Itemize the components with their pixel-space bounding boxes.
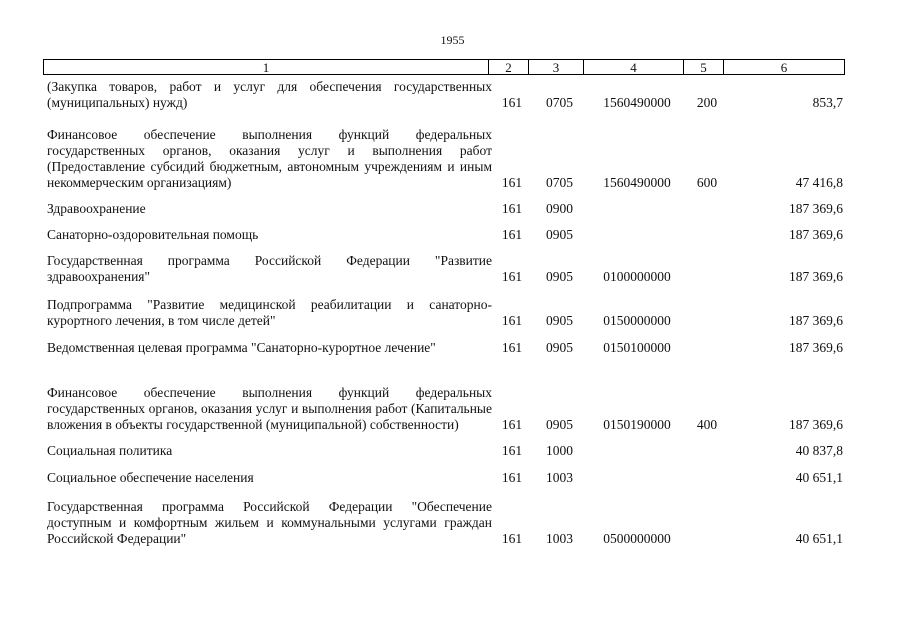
- row-code-expense: 600: [696, 175, 718, 190]
- row-code-ministry: 161: [501, 443, 523, 458]
- row-code-target: 0150100000: [603, 340, 671, 355]
- row-code-section: 0905: [546, 340, 573, 355]
- row-amount: 40 651,1: [795, 470, 843, 485]
- row-code-expense: 400: [696, 417, 718, 432]
- row-code-target: 0150190000: [603, 417, 671, 432]
- row-amount: 40 837,8: [795, 443, 843, 458]
- table-row: [43, 191, 845, 217]
- table-row: [43, 356, 845, 433]
- table-row: [43, 285, 845, 329]
- column-header-5: 5: [684, 60, 724, 75]
- table-row: [43, 329, 845, 356]
- row-amount: 187 369,6: [789, 269, 843, 284]
- row-code-ministry: 161: [501, 340, 523, 355]
- row-code-ministry: 161: [501, 175, 523, 190]
- row-code-ministry: 161: [501, 269, 523, 284]
- column-header-2: 2: [489, 60, 529, 75]
- row-name: Государственная программа Российской Федерации "Развитие здравоохранения": [47, 253, 492, 284]
- row-name: Финансовое обеспечение выполнения функций федеральных государственных органов, оказания услуг и выполнения работ (Капитальные вложения в объекты государственной (муниципальной) собственности): [47, 385, 492, 432]
- table-row: [43, 76, 845, 111]
- row-amount: 187 369,6: [789, 340, 843, 355]
- row-code-target: 0100000000: [603, 269, 671, 284]
- row-code-ministry: 161: [501, 227, 523, 242]
- row-code-section: 1003: [546, 531, 573, 546]
- row-name: Государственная программа Российской Федерации "Обеспечение доступным и комфортным жильем и коммунальными услугами граждан Российской Федерации": [47, 499, 492, 546]
- row-name: Социальное обеспечение населения: [47, 470, 254, 485]
- row-code-section: 0905: [546, 269, 573, 284]
- row-name: Ведомственная целевая программа "Санаторно-курортное лечение": [47, 340, 436, 355]
- row-code-ministry: 161: [501, 95, 523, 110]
- table-body: [43, 76, 845, 547]
- column-header-1: 1: [44, 60, 489, 75]
- row-name: (Закупка товаров, работ и услуг для обеспечения государственных (муниципальных) нужд): [47, 79, 492, 110]
- row-code-section: 0905: [546, 227, 573, 242]
- row-amount: 187 369,6: [789, 201, 843, 216]
- row-code-section: 0705: [546, 95, 573, 110]
- table-row: [43, 433, 845, 459]
- column-header-3: 3: [529, 60, 584, 75]
- column-header-4: 4: [584, 60, 684, 75]
- row-code-ministry: 161: [501, 201, 523, 216]
- row-amount: 187 369,6: [789, 313, 843, 328]
- row-code-target: 1560490000: [603, 175, 671, 190]
- table-row: [43, 217, 845, 243]
- row-code-expense: 200: [696, 95, 718, 110]
- table-row: [43, 459, 845, 486]
- row-name: Санаторно-оздоровительная помощь: [47, 227, 259, 242]
- row-amount: 187 369,6: [789, 227, 843, 242]
- row-code-ministry: 161: [501, 313, 523, 328]
- row-name: Социальная политика: [47, 443, 173, 458]
- table-row: [43, 111, 845, 191]
- row-amount: 187 369,6: [789, 417, 843, 432]
- row-code-target: 0150000000: [603, 313, 671, 328]
- row-amount: 47 416,8: [795, 175, 843, 190]
- row-code-target: 0500000000: [603, 531, 671, 546]
- row-code-section: 1003: [546, 470, 573, 485]
- row-code-ministry: 161: [501, 531, 523, 546]
- page-number: 1955: [440, 33, 465, 47]
- row-name: Подпрограмма "Развитие медицинской реабилитации и санаторно-курортного лечения, в том числе детей": [47, 297, 492, 328]
- table-row: [43, 486, 845, 547]
- row-code-section: 0900: [546, 201, 573, 216]
- row-code-target: 1560490000: [603, 95, 671, 110]
- row-code-section: 0705: [546, 175, 573, 190]
- row-name: Финансовое обеспечение выполнения функций федеральных государственных органов, оказания услуг и выполнения работ (Предоставление субсидий бюджетным, автономным учреждениям и иным некоммерческим организациям): [47, 127, 492, 190]
- row-amount: 40 651,1: [795, 531, 843, 546]
- row-code-section: 0905: [546, 417, 573, 432]
- row-code-section: 1000: [546, 443, 573, 458]
- row-code-section: 0905: [546, 313, 573, 328]
- row-name: Здравоохранение: [47, 201, 146, 216]
- row-amount: 853,7: [812, 95, 843, 110]
- column-header-table: [43, 59, 845, 75]
- row-code-ministry: 161: [501, 470, 523, 485]
- column-header-6: 6: [724, 60, 845, 75]
- table-row: [43, 243, 845, 285]
- row-code-ministry: 161: [501, 417, 523, 432]
